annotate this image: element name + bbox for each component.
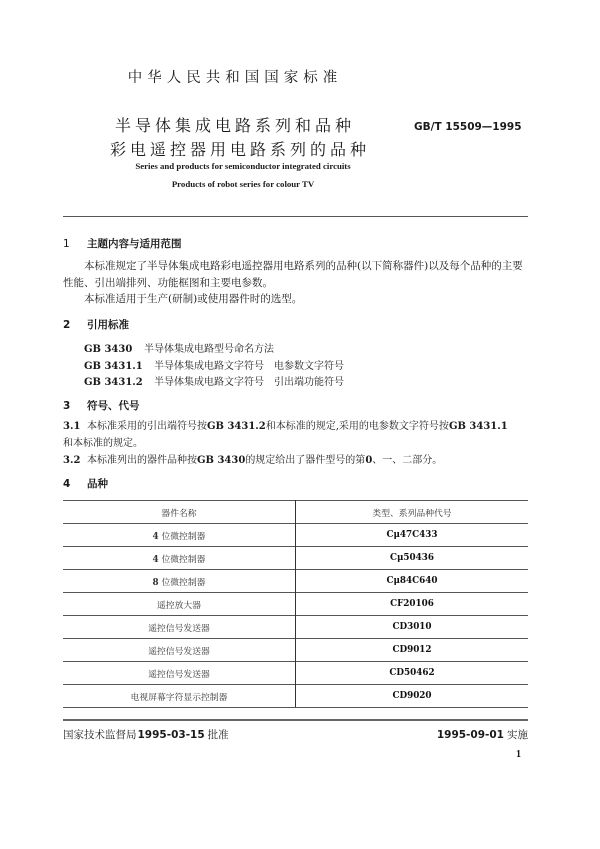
type-code-cell: CD3010 xyxy=(296,616,529,639)
footer-divider xyxy=(63,719,528,721)
reference-title: 半导体集成电路文字符号 电参数文字符号 xyxy=(154,361,344,372)
device-name-cell: 遥控信号发送器 xyxy=(63,639,296,662)
clause-3-1 xyxy=(63,418,508,435)
section-title: 符号、代号 xyxy=(87,400,140,412)
clause-text: 的规定给出了器件型号的第 xyxy=(245,455,366,466)
reference-code: GB 3430 xyxy=(197,455,246,466)
page-number: 1 xyxy=(516,749,521,760)
clause-number: 3.2 xyxy=(63,455,81,466)
device-name-cell: 遥控放大器 xyxy=(63,593,296,616)
clause-3-2 xyxy=(63,452,442,469)
section-title: 品种 xyxy=(87,478,108,490)
table-row xyxy=(63,593,528,616)
reference-code: GB 3431.1 xyxy=(448,421,508,432)
type-code-cell: Cμ84C640 xyxy=(296,570,529,593)
reference-item xyxy=(84,340,274,355)
section-4-heading xyxy=(63,476,108,491)
type-code-cell: Cμ47C433 xyxy=(296,524,529,547)
device-name: 位微控制器 xyxy=(161,531,206,542)
section-number: 2 xyxy=(63,319,71,331)
reference-code: GB 3431.2 xyxy=(84,377,143,388)
reference-code: GB 3431.2 xyxy=(207,421,266,432)
device-name-cell: 电视屏幕字符显示控制器 xyxy=(63,685,296,708)
device-name-cell: 遥控信号发送器 xyxy=(63,662,296,685)
reference-code: GB 3430 xyxy=(84,344,133,355)
device-name: 位微控制器 xyxy=(161,577,206,588)
clause-text: 和本标准的规定,采用的电参数文字符号按 xyxy=(265,421,449,432)
header-divider xyxy=(63,216,528,217)
device-name-cell xyxy=(63,570,296,593)
effective-info xyxy=(437,727,528,742)
section-3-heading xyxy=(63,398,140,413)
table-row xyxy=(63,547,528,570)
bit-width: 4 xyxy=(152,531,159,542)
section-number: 4 xyxy=(63,478,71,490)
part-zero: 0 xyxy=(365,455,373,466)
clause-text: 、一、二部分。 xyxy=(372,455,443,466)
type-code-cell: Cμ50436 xyxy=(296,547,529,570)
table-row xyxy=(63,662,528,685)
device-name-cell xyxy=(63,547,296,570)
bit-width: 4 xyxy=(152,554,159,565)
type-code-cell: CD9020 xyxy=(296,685,529,708)
device-name: 位微控制器 xyxy=(161,554,206,565)
section-1-para1-line2: 性能、引出端排列、功能框图和主要电参数。 xyxy=(63,277,273,289)
table-header-row xyxy=(63,501,528,524)
products-table xyxy=(63,500,528,708)
section-1-para1-line1: 本标准规定了半导体集成电路彩电遥控器用电路系列的品种(以下简称器件)以及每个品种的主要 xyxy=(84,260,523,272)
type-code-cell: CD50462 xyxy=(296,662,529,685)
device-name-cell: 遥控信号发送器 xyxy=(63,616,296,639)
section-title: 引用标准 xyxy=(87,319,129,331)
effective-date: 1995-09-01 xyxy=(436,729,504,741)
approval-label: 批准 xyxy=(207,729,229,741)
type-code-cell: CF20106 xyxy=(296,593,529,616)
english-title-line2: Products of robot series for colour TV xyxy=(171,179,315,189)
approver: 国家技术监督局 xyxy=(63,729,137,741)
table-row xyxy=(63,639,528,662)
standard-code: GB/T 15509—1995 xyxy=(414,121,522,133)
table-row xyxy=(63,616,528,639)
table-row xyxy=(63,570,528,593)
table-row xyxy=(63,685,528,708)
section-2-heading xyxy=(63,317,129,332)
type-code-cell: CD9012 xyxy=(296,639,529,662)
document-title-line1: 半导体集成电路系列和品种 xyxy=(114,116,355,135)
table-row xyxy=(63,524,528,547)
clause-number: 3.1 xyxy=(63,421,81,432)
clause-text: 本标准采用的引出端符号按 xyxy=(87,421,207,432)
document-title-line2: 彩电遥控器用电路系列的品种 xyxy=(109,140,370,159)
section-number: 3 xyxy=(63,400,71,412)
reference-title: 半导体集成电路型号命名方法 xyxy=(144,344,274,355)
column-header-device-name: 器件名称 xyxy=(63,501,296,524)
section-title: 主题内容与适用范围 xyxy=(87,238,182,250)
approval-date: 1995-03-15 xyxy=(137,729,205,741)
clause-3-1-line2: 和本标准的规定。 xyxy=(63,438,143,449)
reference-item xyxy=(84,373,344,388)
reference-code: GB 3431.1 xyxy=(84,361,143,372)
reference-item xyxy=(84,357,344,372)
clause-text: 本标准列出的器件品种按 xyxy=(87,455,197,466)
national-standard-label: 中华人民共和国国家标准 xyxy=(127,70,343,86)
section-number: 1 xyxy=(63,238,70,250)
reference-title: 半导体集成电路文字符号 引出端功能符号 xyxy=(154,377,344,388)
bit-width: 8 xyxy=(152,577,159,588)
section-1-heading xyxy=(63,236,182,251)
effective-label: 实施 xyxy=(507,729,528,741)
section-1-para2: 本标准适用于生产(研制)或使用器件时的选型。 xyxy=(84,293,303,305)
english-title-line1: Series and products for semiconductor integrated circuits xyxy=(135,161,351,171)
approval-info xyxy=(63,727,229,742)
device-name-cell xyxy=(63,524,296,547)
column-header-type-code: 类型、系列品种代号 xyxy=(296,501,529,524)
